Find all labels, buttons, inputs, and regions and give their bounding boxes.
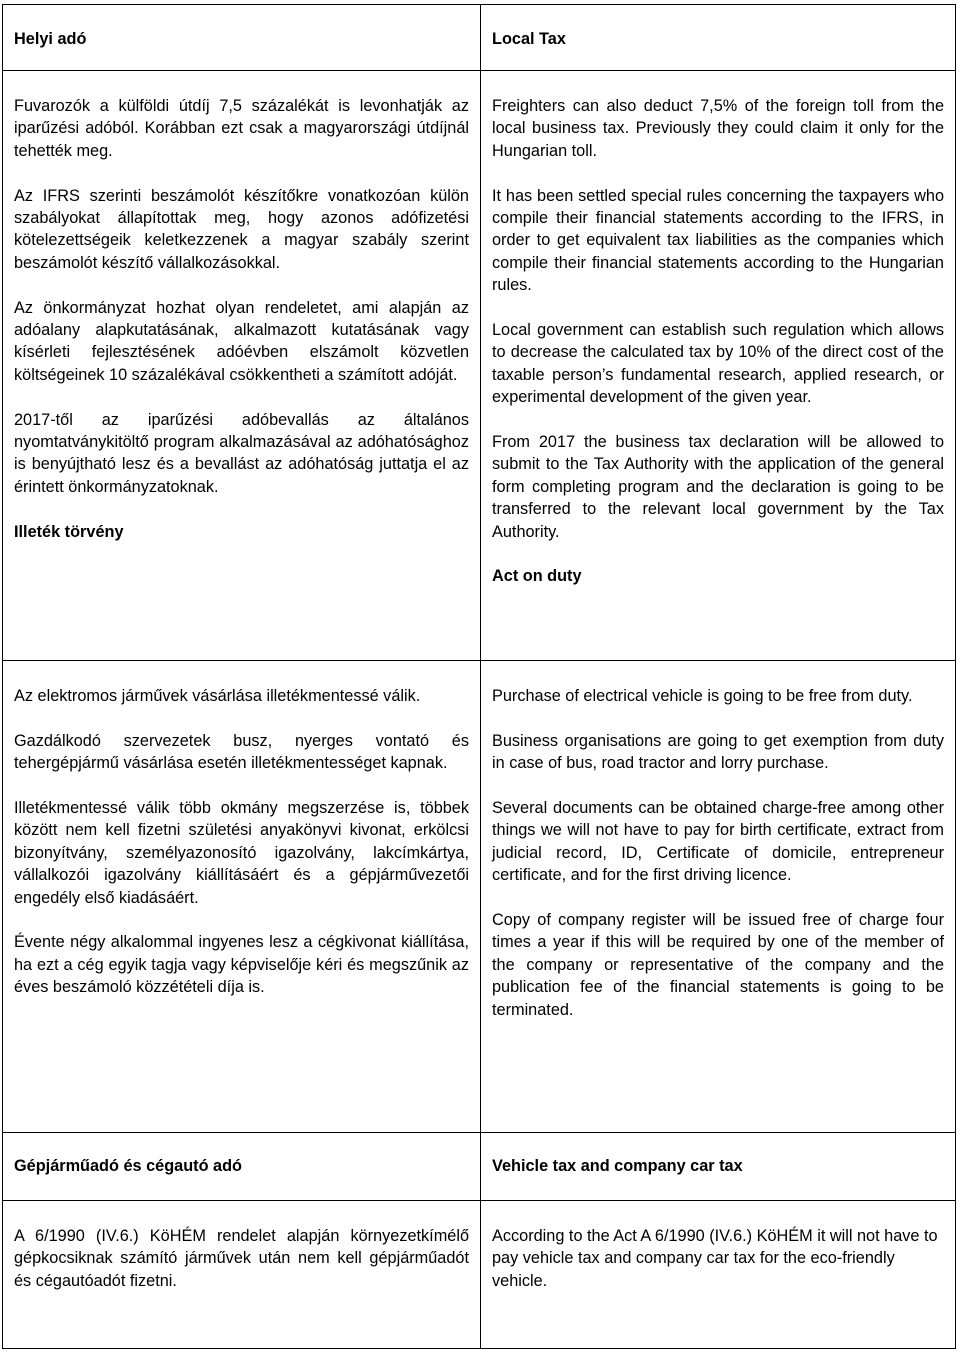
paragraph-en: Copy of company register will be issued free of charge four times a year if this will be required by one of the member of the company or representative of the company and the publication fee of the financial statements is going to be terminated. <box>492 911 944 1019</box>
section-heading-hu: Helyi adó <box>14 30 87 48</box>
hungarian-cell <box>3 5 481 71</box>
hungarian-cell <box>3 71 481 661</box>
paragraph-hu: Illetékmentessé válik több okmány megszerzése is, többek között nem kell fizetni születési anyakönyvi kivonat, erkölcsi bizonyítvány, személyazonosító igazolvány, lakcímkártya, vállalkozói igazolvány kiállításáért és a gépjárművezetői engedély első kiadásáért. <box>14 799 469 907</box>
section-heading-en: Vehicle tax and company car tax <box>492 1157 743 1175</box>
english-cell <box>481 1133 956 1201</box>
paragraph-hu: 2017-től az iparűzési adóbevallás az általános nyomtatványkitöltő program alkalmazásával az adóhatósághoz is benyújtható lesz és a bevallást az adóhatóság juttatja el az érintett önkormányzatoknak. <box>14 410 469 496</box>
paragraph-hu: Gazdálkodó szervezetek busz, nyerges vontató és tehergépjármű vásárlása esetén illetékmentességet kapnak. <box>14 731 469 773</box>
hungarian-cell <box>3 1133 481 1201</box>
section-heading-en: Act on duty <box>492 567 582 586</box>
english-cell <box>481 1201 956 1349</box>
english-cell <box>481 5 956 71</box>
paragraph-hu: Fuvarozók a külföldi útdíj 7,5 százalékát is levonhatják az iparűzési adóból. Korábban ezt csak a magyarországi útdíjnál tehették meg. <box>14 97 469 160</box>
hungarian-cell <box>3 1201 481 1349</box>
paragraph-en: Freighters can also deduct 7,5% of the foreign toll from the local business tax. Previously they could claim it only for the Hungarian toll. <box>492 97 944 160</box>
section-heading-hu: Gépjárműadó és cégautó adó <box>14 1157 242 1175</box>
paragraph-hu: Az önkormányzat hozhat olyan rendeletet, ami alapján az adóalany alapkutatásának, alkalmazott kutatásának vagy kísérleti fejlesztésének adóévben elszámolt közvetlen költségeinek 10 százalékával csökkentheti a számított adóját. <box>14 298 469 384</box>
table-row <box>3 1133 956 1201</box>
table-row <box>3 5 956 71</box>
table-row <box>3 71 956 661</box>
section-heading-en: Local Tax <box>492 30 566 48</box>
paragraph-hu: Évente négy alkalommal ingyenes lesz a cégkivonat kiállítása, ha ezt a cég egyik tagja vagy képviselője kéri és megszűnik az éves beszámoló közzétételi díja is. <box>14 933 469 997</box>
english-cell <box>481 661 956 1133</box>
table-row <box>3 1201 956 1349</box>
bilingual-table <box>2 4 956 1349</box>
paragraph-hu: Az IFRS szerinti beszámolót készítőkre vonatkozóan külön szabályokat állapítottak meg, hogy azonos adófizetési kötelezettségeik keletkezzenek a magyar szabály szerint beszámolót készítő vállalkozásokkal. <box>14 186 469 272</box>
section-heading-hu: Illeték törvény <box>14 522 124 541</box>
english-cell <box>481 71 956 661</box>
paragraph-en: Several documents can be obtained charge-free among other things we will not have to pay for birth certificate, extract from judicial record, ID, Certificate of domicile, entrepreneur certificate, and for the first driving licence. <box>492 799 944 885</box>
paragraph-hu: Az elektromos járművek vásárlása illetékmentessé válik. <box>14 687 421 705</box>
table-row <box>3 661 956 1133</box>
hungarian-cell <box>3 661 481 1133</box>
paragraph-hu: A 6/1990 (IV.6.) KöHÉM rendelet alapján környezetkímélő gépkocsiknak számító járművek után nem kell gépjárműadót és cégautóadót fizetni. <box>14 1227 469 1290</box>
paragraph-en: It has been settled special rules concerning the taxpayers who compile their financial statements according to the IFRS, in order to get equivalent tax liabilities as the companies which compile their financial statements according to the Hungarian rules. <box>492 186 944 295</box>
paragraph-en: Purchase of electrical vehicle is going to be free from duty. <box>492 687 913 705</box>
paragraph-en: From 2017 the business tax declaration will be allowed to submit to the Tax Authority with the application of the general form completing program and the declaration is going to be transferred to the relevant local government by the Tax Authority. <box>492 433 944 541</box>
paragraph-en: Business organisations are going to get exemption from duty in case of bus, road tractor and lorry purchase. <box>492 731 944 773</box>
paragraph-en: Local government can establish such regulation which allows to decrease the calculated tax by 10% of the direct cost of the taxable person’s fundamental research, applied research, or experimental development of the given year. <box>492 321 944 407</box>
paragraph-en: According to the Act A 6/1990 (IV.6.) KöHÉM it will not have to pay vehicle tax and company car tax for the eco-friendly vehicle. <box>492 1227 938 1290</box>
